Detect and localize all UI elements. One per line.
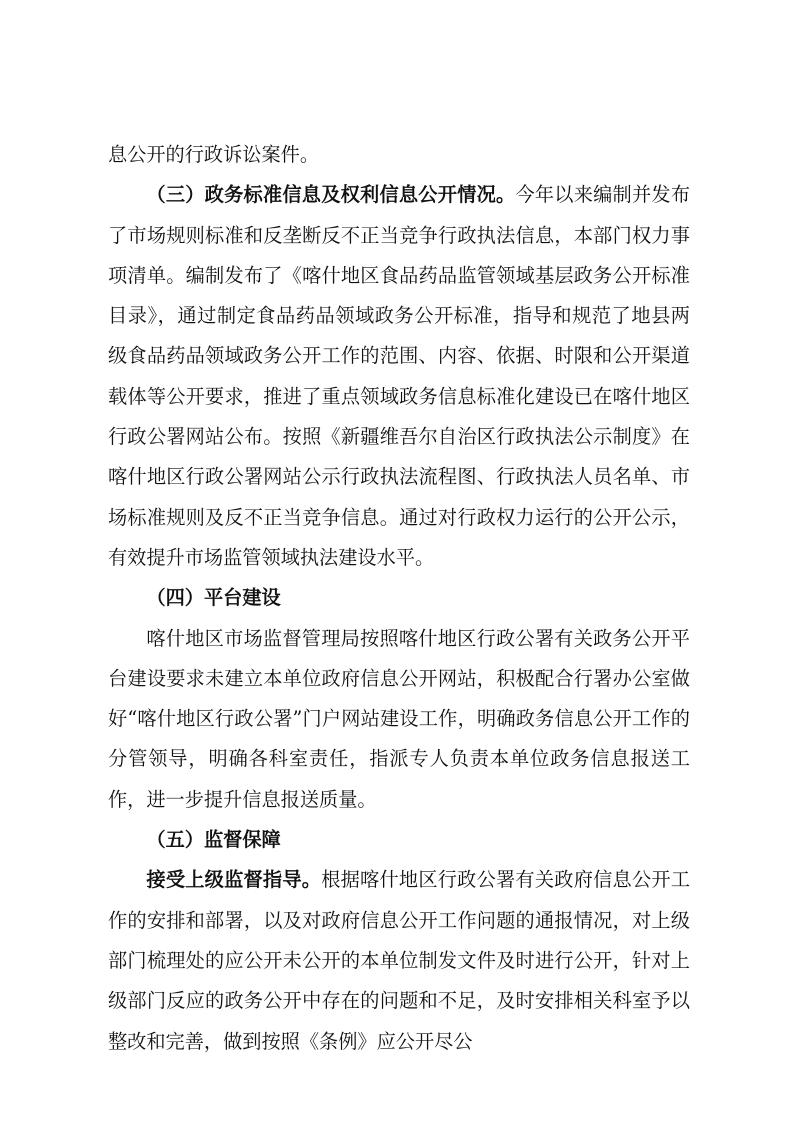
- paragraph-text: 喀什地区市场监督管理局按照喀什地区行政公署有关政务公开平台建设要求未建立本单位政府信息公开网站，积极配合行署办公室做好“喀什地区行政公署”门户网站建设工作，明确政务信息公开工作的分管领导，明确各科室责任，指派专人负责本单位政务信息报送工作，进一步提升信息报送质量。: [108, 626, 690, 811]
- paragraph-text: 根据喀什地区行政公署有关政府信息公开工作的安排和部署，以及对政府信息公开工作问题的通报情况，对上级部门梳理处的应公开未公开的本单位制发文件及时进行公开，针对上级部门反应的政务公开中存在的问题和不足，及时安排相关科室予以整改和完善，做到按照《条例》应公开尽公: [108, 868, 691, 1053]
- paragraph-text: 今年以来编制并发布了市场规则标准和反垄断反不正当竞争行政执法信息，本部门权力事项清单。编制发布了《喀什地区食品药品监管领域基层政务公开标准目录》，通过制定食品药品领域政务公开标准，指导和规范了地县两级食品药品领域政务公开工作的范围、内容、依据、时限和公开渠道载体等公开要求，推进了重点领域政务信息标准化建设已在喀什地区行政公署网站公布。按照《新疆维吾尔自治区行政执法公示制度》在喀什地区行政公署网站公示行政执法流程图、行政执法人员名单、市场标准规则及反不正当竞争信息。通过对行政权力运行的公开公示，有效提升市场监管领域执法建设水平。: [108, 183, 691, 569]
- paragraph-platform: [108, 619, 690, 820]
- paragraph-text: 息公开的行政诉讼案件。: [108, 143, 320, 166]
- section-heading-five: （五）监督保障: [146, 828, 281, 852]
- document-body: [108, 135, 690, 1062]
- paragraph-standards-info: [108, 175, 690, 578]
- section-heading-three: （三）政务标准信息及权利信息公开情况。: [146, 183, 516, 207]
- paragraph-supervision: [108, 860, 690, 1061]
- paragraph-continued: [108, 135, 690, 175]
- paragraph-lead-bold: 接受上级监督指导。: [146, 868, 322, 892]
- section-heading-four: （四）平台建设: [146, 586, 281, 610]
